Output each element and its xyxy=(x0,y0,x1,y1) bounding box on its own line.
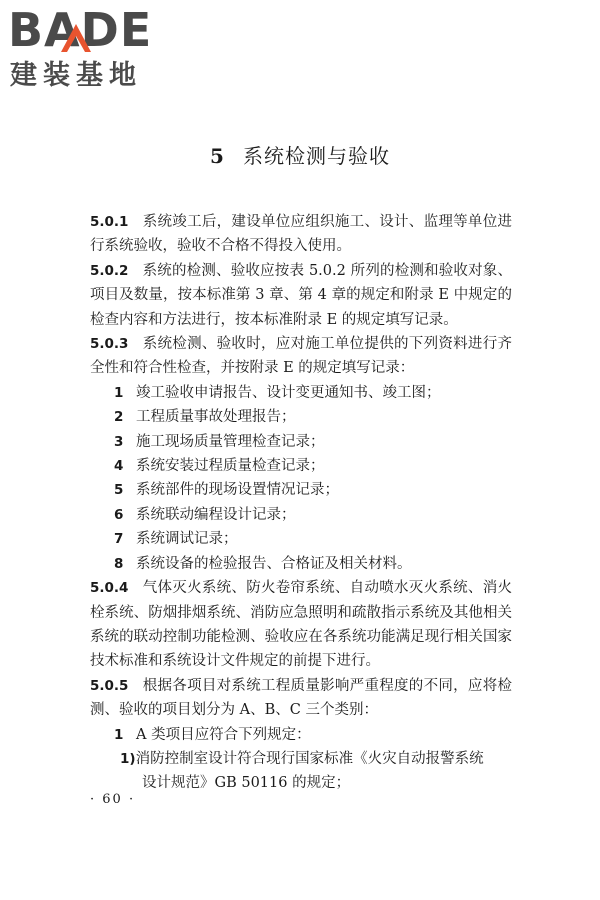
list-item-number: 8 xyxy=(114,555,124,572)
list-item-number: 3 xyxy=(114,433,124,450)
list-item-number: 2 xyxy=(114,409,124,426)
list-item-text: 竣工验收申请报告、设计变更通知书、竣工图； xyxy=(136,384,441,401)
list-item-text: 系统安装过程质量检查记录； xyxy=(136,458,325,475)
logo-accent-icon xyxy=(57,6,95,54)
list-item xyxy=(90,527,512,551)
logo-subtitle: 建装基地 xyxy=(10,60,142,91)
document-body xyxy=(90,210,512,796)
list-item-number: 1 xyxy=(114,726,124,743)
logo-brand: BADE xyxy=(8,3,153,57)
clause-5-0-2 xyxy=(90,259,512,332)
clause-id: 5.0.5 xyxy=(90,677,129,694)
list-item-number: 4 xyxy=(114,458,124,475)
list-item-number: 5 xyxy=(114,482,124,499)
clause-id: 5.0.2 xyxy=(90,262,129,279)
list-item-text: 施工现场质量管理检查记录； xyxy=(136,433,325,450)
list-item xyxy=(90,405,512,429)
list-item-text: A 类项目应符合下列规定： xyxy=(136,726,311,743)
clause-text: 系统竣工后，建设单位应组织施工、设计、监理等单位进行系统验收，验收不合格不得投入使用。 xyxy=(90,214,512,255)
clause-text: 系统的检测、验收应按表 5.0.2 所列的检测和验收对象、项目及数量，按本标准第 3 章、第 4 章的规定和附录 E 中规定的检查内容和方法进行，按本标准附录 E 的规定填写记录。 xyxy=(90,262,512,328)
sub-item-text: 消防控制室设计符合现行国家标准《火灾自动报警系统 xyxy=(135,750,484,767)
chapter-title xyxy=(0,140,600,169)
chapter-title-text: 系统检测与验收 xyxy=(242,144,390,168)
clause-5-0-1 xyxy=(90,210,512,259)
list-item-number: 7 xyxy=(114,531,124,548)
chapter-number: 5 xyxy=(210,144,225,168)
list-item xyxy=(90,503,512,527)
sub-item-continuation: 设计规范》GB 50116 的规定； xyxy=(142,775,351,792)
list-item-text: 工程质量事故处理报告； xyxy=(136,409,296,426)
clause-5-0-3 xyxy=(90,332,512,381)
clause-id: 5.0.3 xyxy=(90,336,129,353)
clause-id: 5.0.1 xyxy=(90,214,129,230)
list-item xyxy=(90,381,512,405)
logo-accent-triangle xyxy=(61,24,91,52)
clause-5-0-5 xyxy=(90,674,512,723)
list-item xyxy=(90,430,512,454)
clause-text: 根据各项目对系统工程质量影响严重程度的不同，应将检测、验收的项目划分为 A、B、C 三个类别： xyxy=(90,677,512,719)
sub-list-item xyxy=(90,747,512,771)
clause-text: 气体灭火系统、防火卷帘系统、自动喷水灭火系统、消火栓系统、防烟排烟系统、消防应急照明和疏散指示系统及其他相关系统的联动控制功能检测、验收应在各系统功能满足现行相关国家技术标准和系统设计文件规定的前提下进行。 xyxy=(90,580,512,670)
clause-5-0-4 xyxy=(90,576,512,674)
list-item xyxy=(90,723,512,747)
list-item-text: 系统调试记录； xyxy=(136,531,238,548)
list-item xyxy=(90,552,512,576)
sub-item-number: 1) xyxy=(120,750,136,767)
bade-logo xyxy=(8,4,178,96)
list-item-number: 1 xyxy=(114,384,124,401)
list-item-text: 系统联动编程设计记录； xyxy=(136,506,296,523)
list-item xyxy=(90,454,512,478)
clause-text: 系统检测、验收时，应对施工单位提供的下列资料进行齐全性和符合性检查，并按附录 E 的规定填写记录： xyxy=(90,336,512,377)
list-item-number: 6 xyxy=(114,506,124,523)
list-item-text: 系统设备的检验报告、合格证及相关材料。 xyxy=(136,555,412,572)
page-number: · 60 · xyxy=(90,792,136,807)
list-item xyxy=(90,478,512,502)
clause-id: 5.0.4 xyxy=(90,580,129,597)
list-item-text: 系统部件的现场设置情况记录； xyxy=(136,482,339,499)
